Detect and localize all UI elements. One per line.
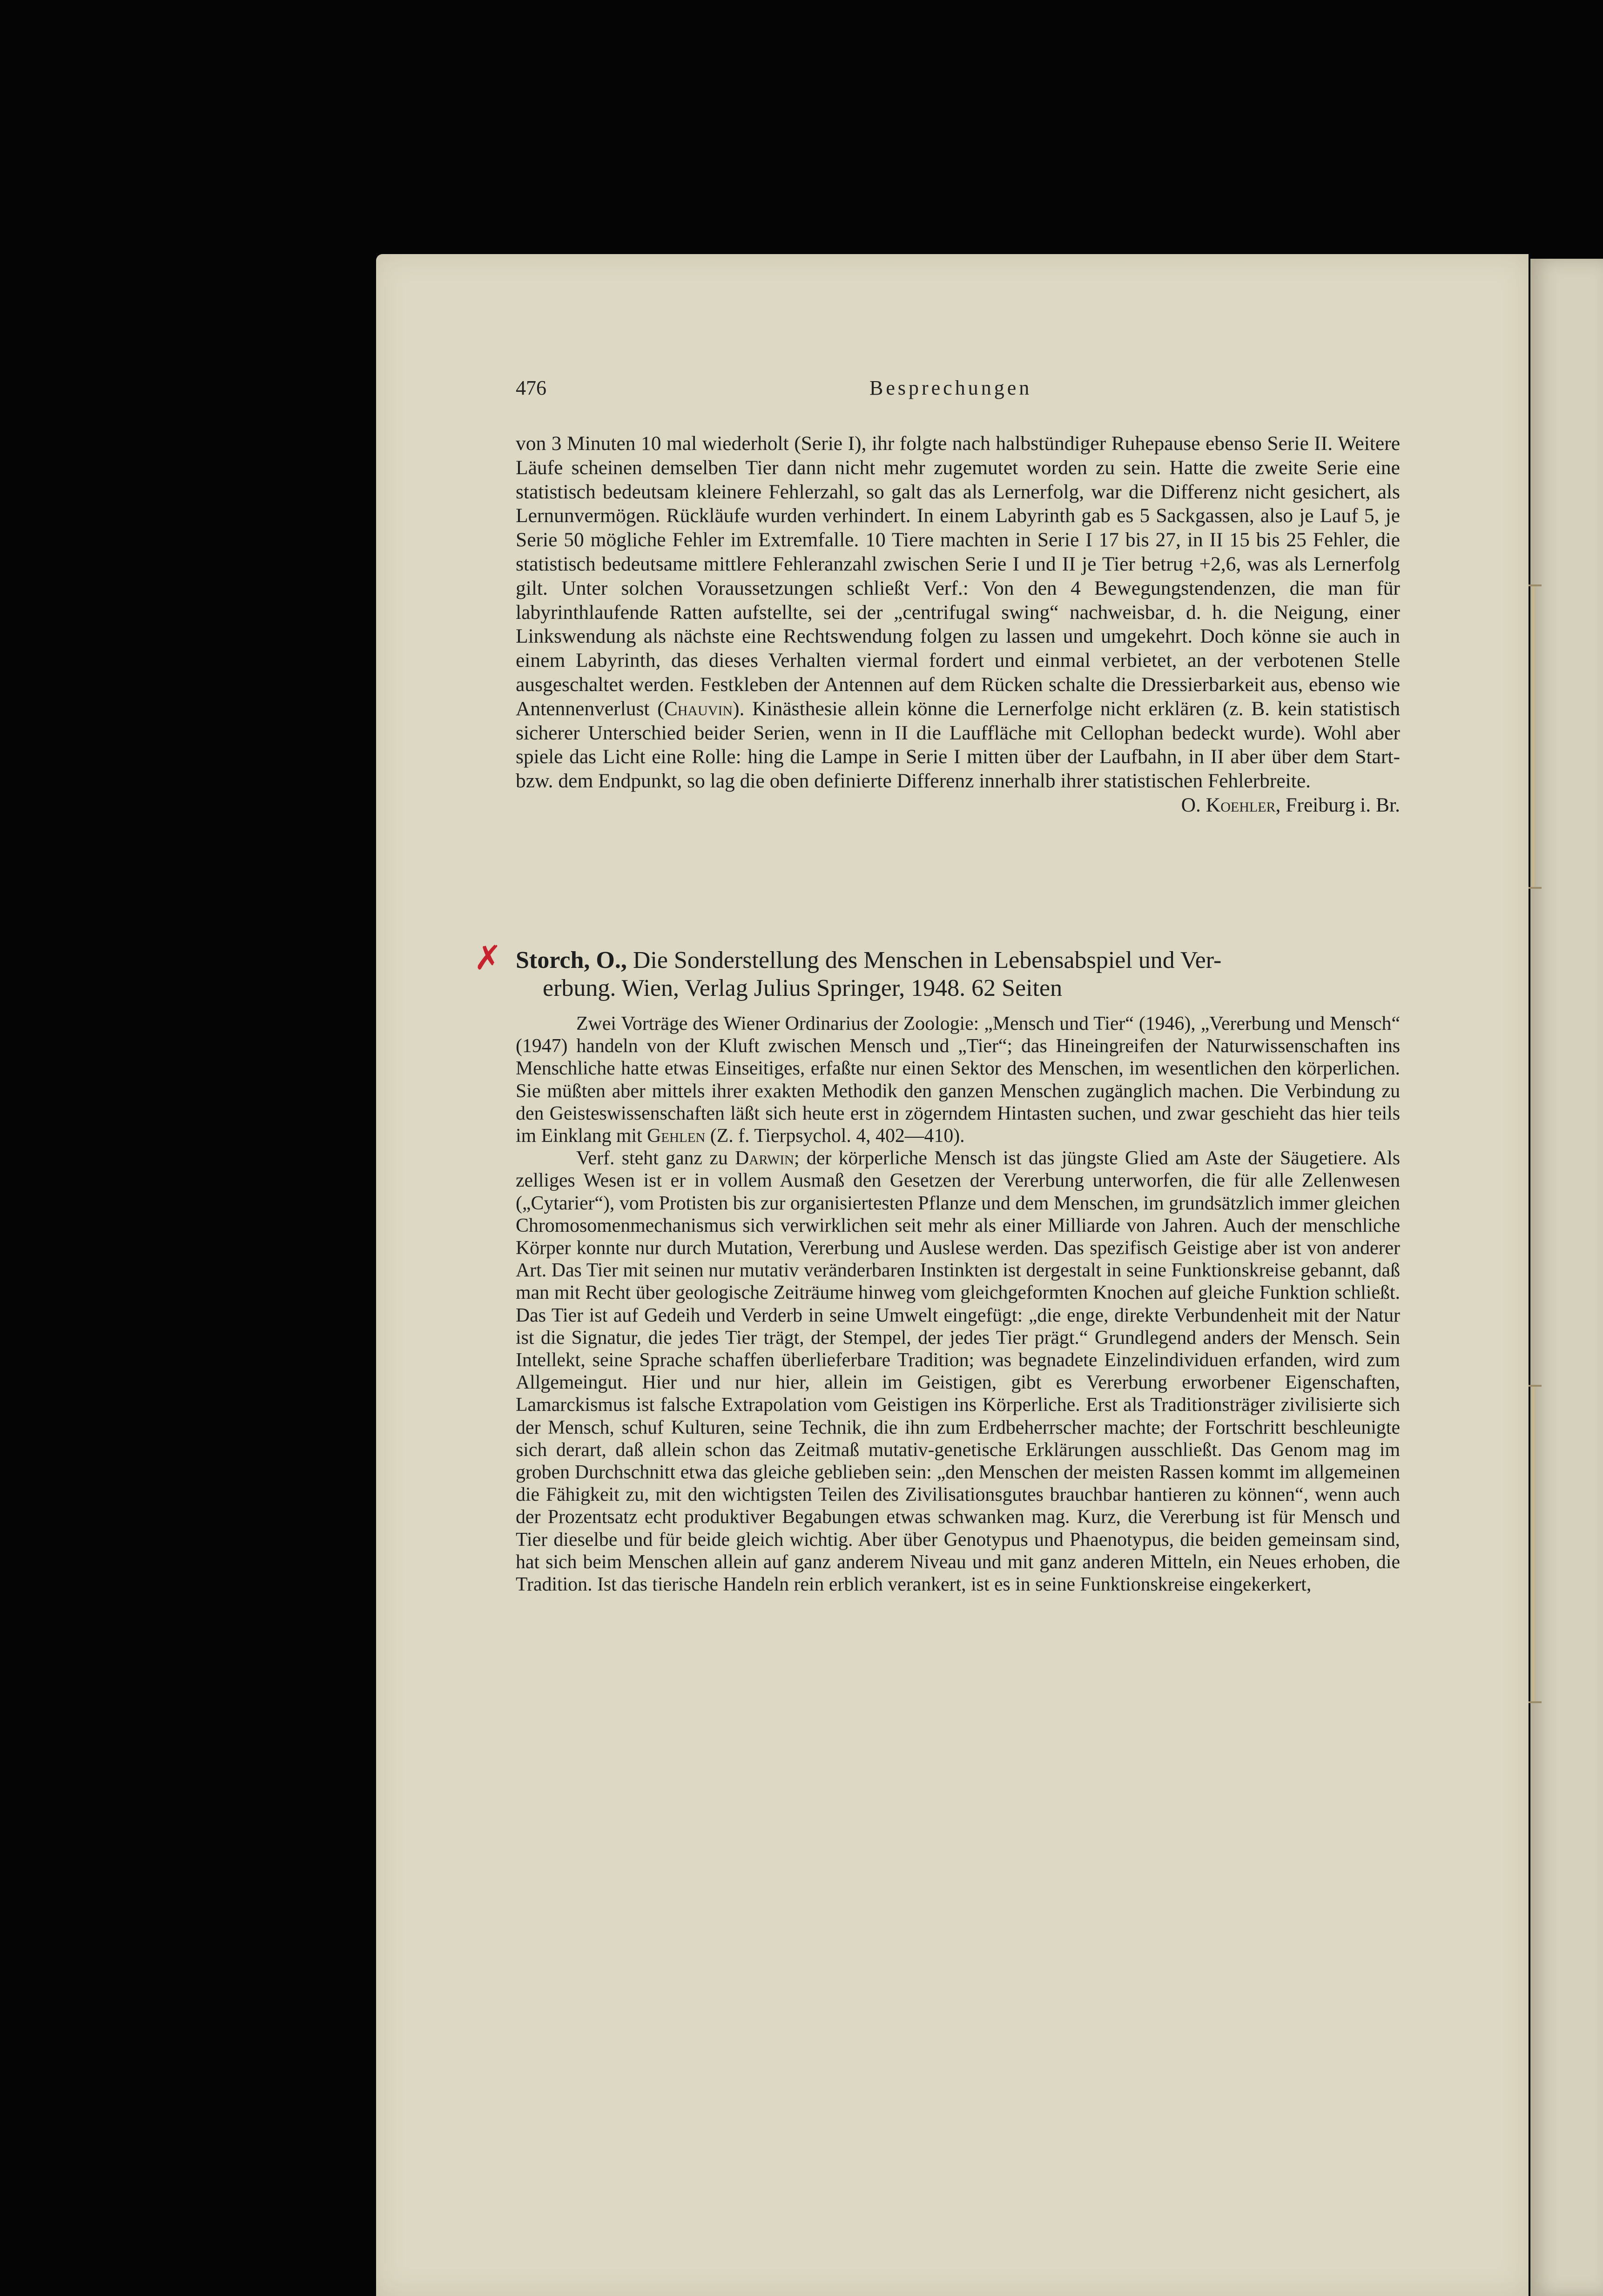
paragraph-text: Zwei Vorträge des Wiener Ordinarius der Zoologie: „Mensch und Tier“ (1946), „Vererbung und Mensch“ (1947) handeln von der Kluft zwischen Mensch und „Tier“; das Hineingreifen der Naturwissenschaften ins Menschliche hatte etwas Einseitiges, erfaßte nur einen Sektor des Menschen, im wesentlichen den körperlichen. Sie müßten aber mittels ihrer exakten Methodik den ganzen Menschen zugänglich machen. Die Verbindung zu den Geisteswissenschaften läßt sich heute erst in zögerndem Hintasten suchen, und zwar geschieht das hier teils im Einklang mit <box>516 1013 1400 1147</box>
review-title: Die Sonderstellung des Menschen in Lebensabspiel und Ver- <box>626 947 1222 973</box>
paragraph-text: Verf. steht ganz zu <box>576 1148 735 1169</box>
review-paragraph <box>516 1013 1400 1147</box>
binding-thread <box>1532 1387 1535 1703</box>
page-header <box>516 376 1400 404</box>
paragraph-text: ; der körperliche Mensch ist das jüngste Glied am Aste der Säugetiere. Als zelliges Wesen ist er in vollem Ausmaß den Gesetzen der Vererbung unterworfen, die für alle Zellenwesen („Cytarier“), vom Protisten bis zur organisiertesten Pflanze und dem Menschen, im grundsätzlich immer gleichen Chromosomenmechanismus sich verwirklichen seit mehr als einer Milliarde von Jahren. Auch der menschliche Körper konnte nur durch Mutation, Vererbung und Auslese werden. Das spezifisch Geistige aber ist von anderer Art. Das Tier mit seinen nur mutativ veränderbaren Instinkten ist dergestalt in seine Funktionskreise gebannt, daß man mit Recht über geologische Zeiträume hinweg vom gleichgeformten Knochen auf gleiche Funktion schließt. Das Tier ist auf Gedeih und Verderb in seine Umwelt eingefügt: „die enge, direkte Verbundenheit mit der Natur ist die Signatur, die jedes Tier trägt, der Stempel, der jedes Tier prägt.“ Grundlegend anders der Mensch. Sein Intellekt, seine Sprache schaffen überlieferbare Tradition; was begnadete Einzelindividuen erfanden, wird zum Allgemeingut. Hier und nur hier, allein im Geistigen, gibt es Vererbung erworbener Eigenschaften, Lamarckismus ist falsche Extrapolation vom Geistigen ins Körperliche. Erst als Traditionsträger zivilisierte sich der Mensch, schuf Kulturen, seine Technik, die ihn zum Erdbeherrscher machte; der Fortschritt beschleunigte sich derart, daß allein schon das Zeitmaß mutativ-genetische Erklärungen ausschließt. Das Genom mag im groben Durchschnitt etwa das gleiche geblieben sein: „den Menschen der meisten Rassen kommt im allgemeinen die Fähigkeit zu, mit den wichtigsten Teilen des Zivilisationsgutes brauchbar hantieren zu können“, wenn auch der Prozentsatz echt produktiver Begabungen etwas schwanken mag. Kurz, die Vererbung ist für Mensch und Tier dieselbe und für beide gleich wichtig. Aber über Genotypus und Phaenotypus, die beiden gemeinsam sind, hat sich beim Menschen allein auf ganz anderem Niveau und mit ganz anderen Mitteln, ein Neues erhoben, die Tradition. Ist das tierische Handeln rein erblich verankert, ist es in seine Funktionskreise eingekerkert, <box>516 1148 1400 1596</box>
citation-darwin: Darwin <box>735 1148 794 1169</box>
review-text: ). Kinästhesie allein könne die Lernerfolge nicht erklären (z. B. kein statistisch sicherer Unterschied beider Serien, wenn in II die Lauffläche mit Cellophan bedeckt wurde). Wohl aber spiele das Licht eine Rolle: hing die Lampe in Serie I mitten über der Laufbahn, in II aber über dem Start- bzw. dem Endpunkt, so lag die oben definierte Differenz innerhalb ihrer statistischen Fehlerbreite. <box>516 697 1400 792</box>
binding-thread <box>1532 586 1535 889</box>
reviewer-signature <box>516 793 1400 818</box>
paragraph-text: (Z. f. Tierpsychol. 4, 402—410). <box>705 1125 965 1147</box>
citation-chauvin: Chauvin <box>664 697 733 720</box>
page-number: 476 <box>516 376 546 399</box>
review-author: Storch, O., <box>516 947 627 973</box>
reviewer-place: , Freiburg i. Br. <box>1275 793 1400 816</box>
review-continuation <box>516 432 1400 818</box>
review-body <box>516 1013 1400 1596</box>
reviewer-name: O. Koehler <box>1181 793 1276 816</box>
review-heading <box>516 947 1400 1002</box>
review-title-line2: erbung. Wien, Verlag Julius Springer, 1948. 62 Seiten <box>543 975 1063 1001</box>
review-paragraph <box>516 1147 1400 1596</box>
citation-gehlen: Gehlen <box>647 1125 706 1147</box>
review-text: von 3 Minuten 10 mal wiederholt (Serie I), ihr folgte nach halbstündiger Ruhepause ebenso Serie II. Weitere Läufe scheinen demselben Tier dann nicht mehr zugemutet worden zu sein. Hatte die zweite Serie eine statistisch bedeutsam kleinere Fehlerzahl, so galt das als Lernerfolg, war die Differenz nicht gesichert, als Lernunvermögen. Rückläufe wurden verhindert. In einem Labyrinth gab es 5 Sackgassen, also je Lauf 5, je Serie 50 mögliche Fehler im Extremfalle. 10 Tiere machten in Serie I 17 bis 27, in II 15 bis 25 Fehler, die statistisch bedeutsame mittlere Fehleranzahl zwischen Serie I und II je Tier betrug +2,6, was als Lernerfolg gilt. Unter solchen Voraussetzungen schließt Verf.: Von den 4 Bewegungstendenzen, die man für labyrinthlaufende Ratten aufstellte, sei der „centrifugal swing“ nachweisbar, d. h. die Neigung, einer Linkswendung als nächste eine Rechtswendung folgen zu lassen und umgekehrt. Doch könne sie auch in einem Labyrinth, das dieses Verhalten viermal fordert und einmal verbietet, an der verbotenen Stelle ausgeschaltet werden. Festkleben der Antennen auf dem Rücken schalte die Dressierbarkeit aus, ebenso wie Antennenverlust ( <box>516 432 1400 720</box>
running-head: Besprechungen <box>869 376 1032 399</box>
cross-mark-icon: ✗ <box>474 938 502 977</box>
adjacent-page-edge <box>1530 259 1603 2296</box>
